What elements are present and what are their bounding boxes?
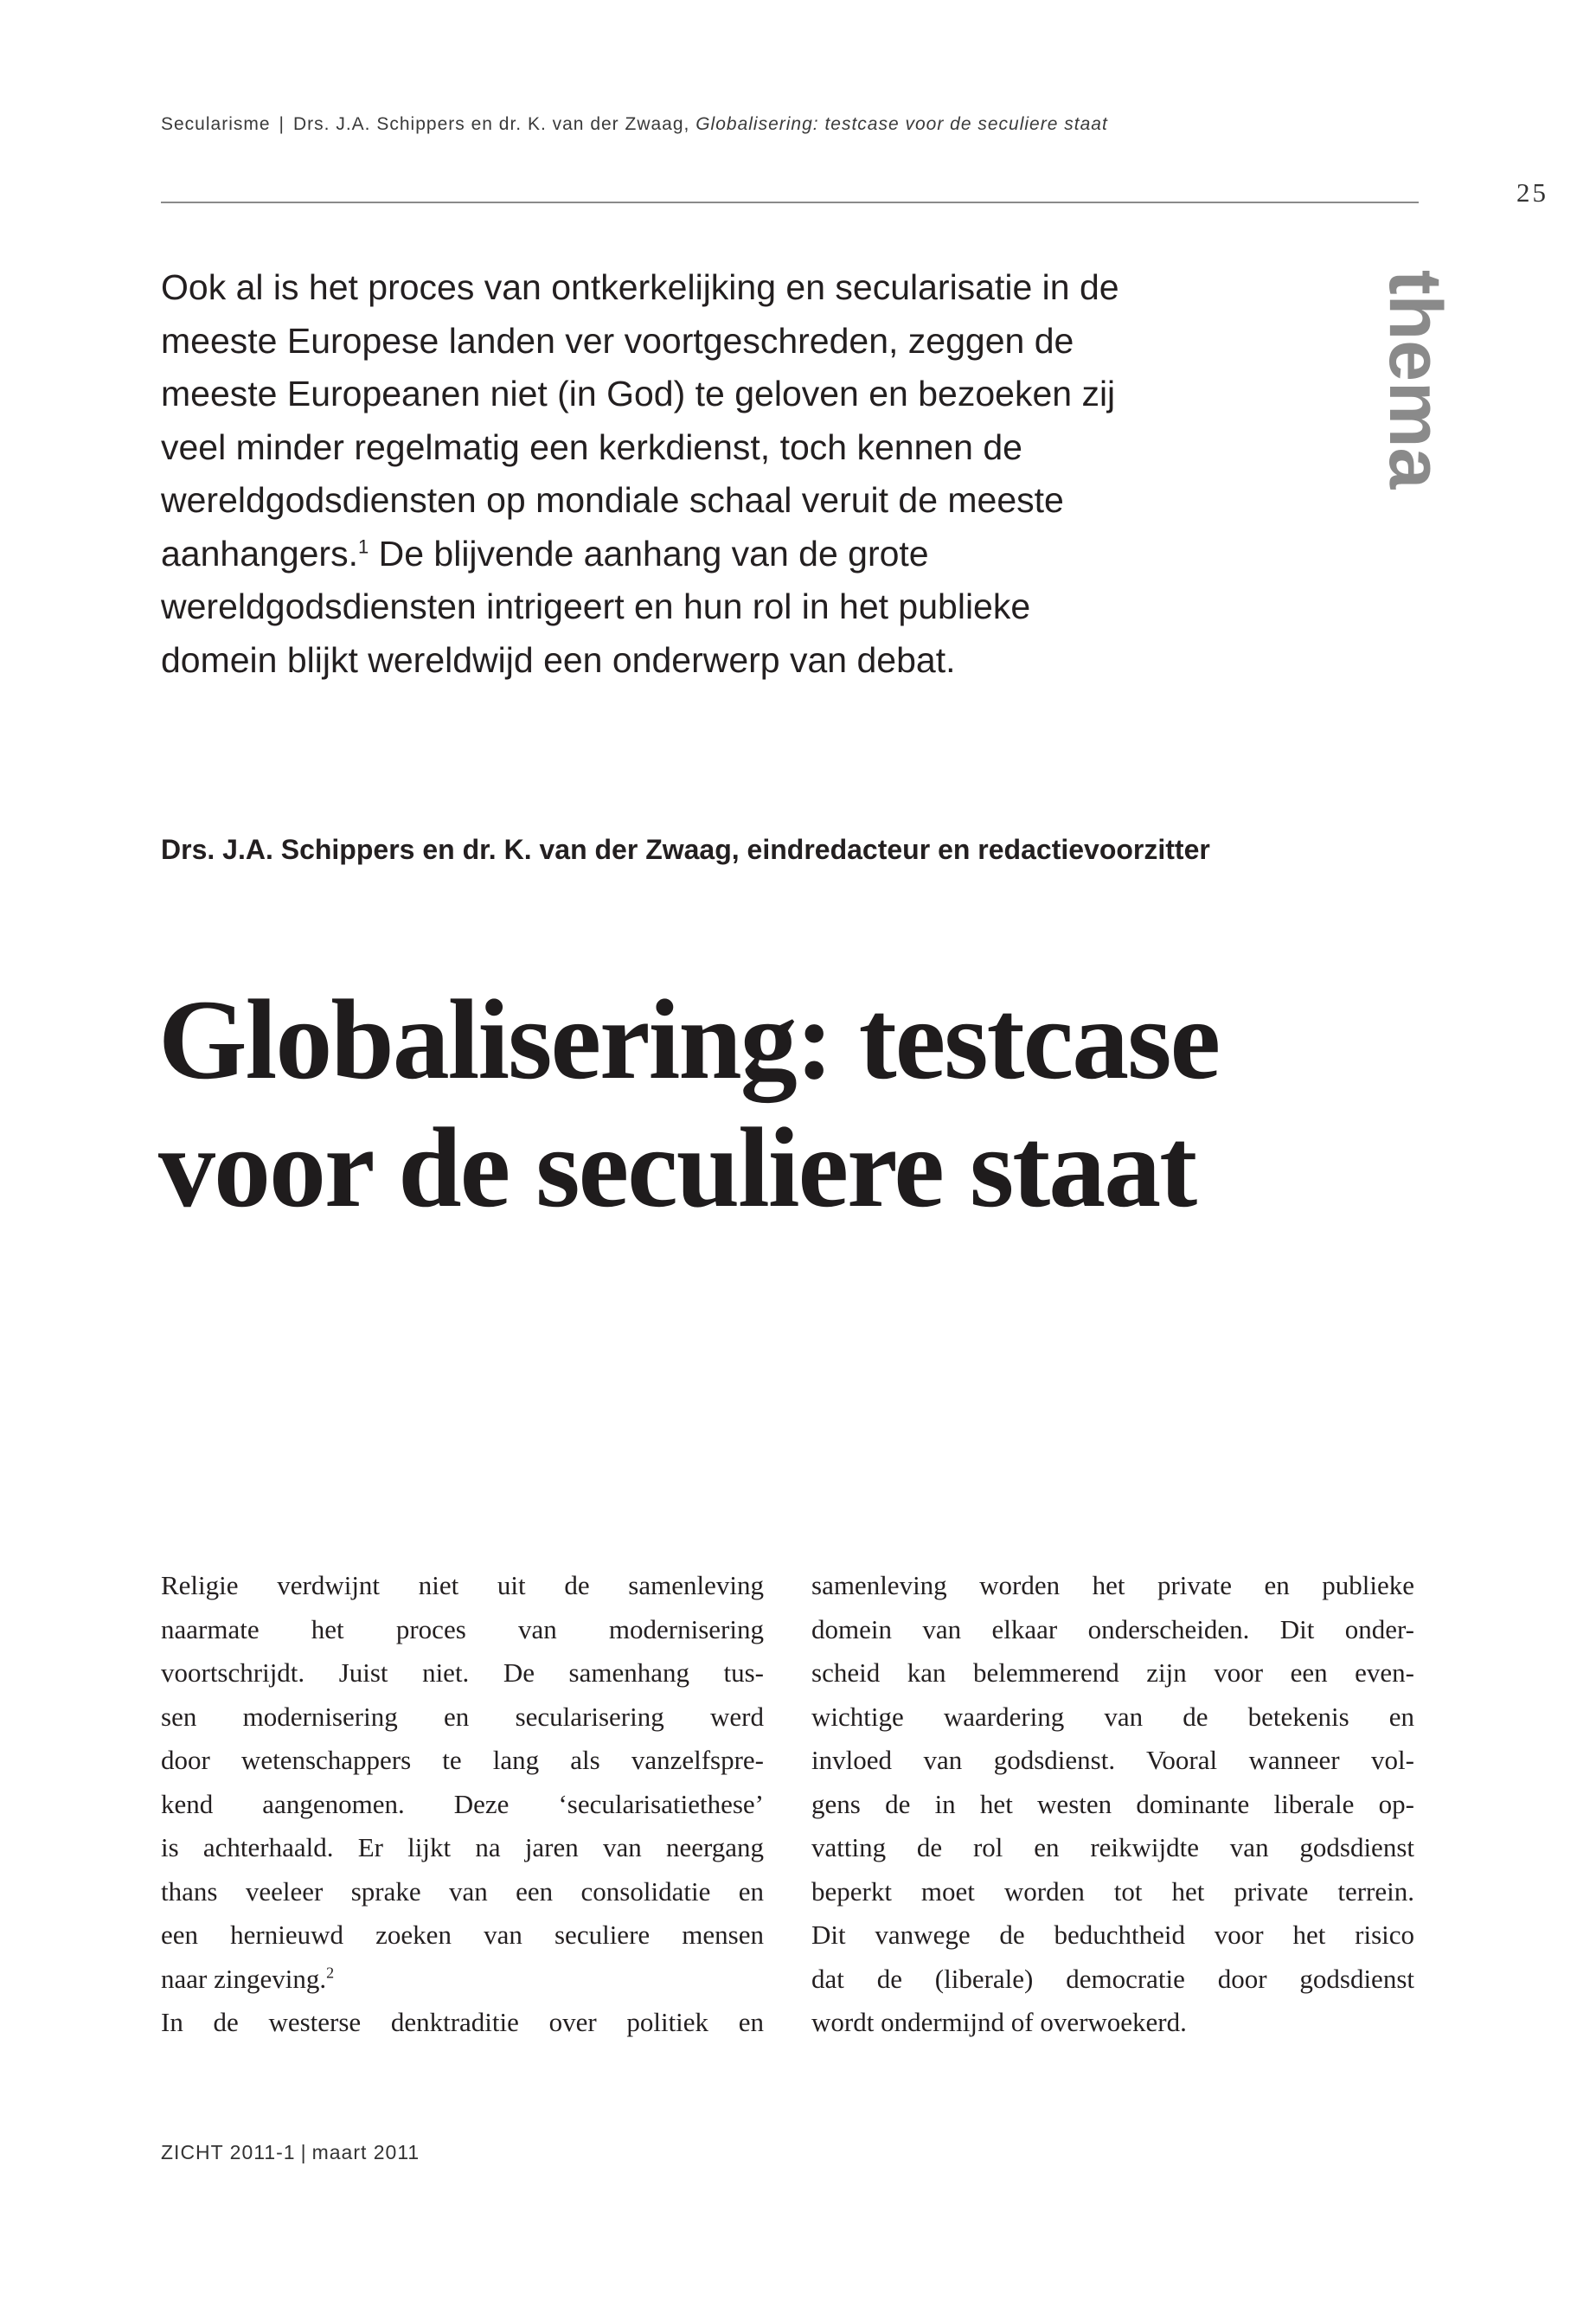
body-column-right bbox=[811, 1564, 1414, 2045]
lead-text: Ook al is het proces van ontkerkelijking en secularisatie in de meeste Europese landen ver voortgeschreden, zeggen de meeste Europeanen niet (in God) te geloven en bezoeken zij veel minder regelmatig een kerkdienst, toch kennen de wereldgodsdiensten op mondiale schaal veruit de meeste aanhangers. bbox=[161, 267, 1119, 574]
body-column-left bbox=[161, 1564, 764, 2045]
footer-journal: ZICHT 2011-1 bbox=[161, 2141, 296, 2163]
body-line-text: naar zingeving. bbox=[161, 1963, 327, 1994]
body-line: door wetenschappers te lang als vanzelfspre- bbox=[161, 1745, 764, 1775]
body-line: Dit vanwege de beduchtheid voor het risico bbox=[811, 1920, 1414, 1950]
body-line: thans veeleer sprake van een consolidatie en bbox=[161, 1875, 764, 1907]
body-line: wichtige waardering van de betekenis en bbox=[811, 1701, 1414, 1732]
body-line: Religie verdwijnt niet uit de samenleving bbox=[161, 1570, 764, 1600]
body-line: een hernieuwd zoeken van seculiere mensen bbox=[161, 1920, 764, 1950]
body-line: samenleving worden het private en publieke bbox=[811, 1570, 1414, 1600]
page-number: 25 bbox=[1516, 177, 1548, 208]
header-rule bbox=[161, 202, 1419, 203]
body-line: invloed van godsdienst. Vooral wanneer vol- bbox=[811, 1745, 1414, 1775]
header-article-title: Globalisering: testcase voor de seculiere staat bbox=[695, 114, 1108, 134]
byline: Drs. J.A. Schippers en dr. K. van der Zwaag, eindredacteur en redactievoorzitter bbox=[161, 834, 1210, 865]
body-line: scheid kan belemmerend zijn voor een even- bbox=[811, 1657, 1414, 1688]
page-footer bbox=[161, 2141, 766, 2164]
body-line: domein van elkaar onderscheiden. Dit onder- bbox=[811, 1613, 1414, 1644]
body-line: is achterhaald. Er lijkt na jaren van neergang bbox=[161, 1832, 764, 1862]
body-line: kend aangenomen. Deze ‘secularisatiethese’ bbox=[161, 1788, 764, 1819]
body-line bbox=[161, 1958, 764, 2002]
header-authors: Drs. J.A. Schippers en dr. K. van der Zwaag, bbox=[293, 114, 690, 134]
body-line: gens de in het westen dominante liberale op- bbox=[811, 1788, 1414, 1819]
header-separator: | bbox=[279, 114, 285, 134]
header-section: Secularisme bbox=[161, 114, 271, 134]
body-footnote-marker: 2 bbox=[326, 1964, 335, 1982]
body-line: beperkt moet worden tot het private terrein. bbox=[811, 1875, 1414, 1907]
body-line: dat de (liberale) democratie door godsdienst bbox=[811, 1963, 1414, 1994]
body-line: wordt ondermijnd of overwoekerd. bbox=[811, 2007, 1187, 2037]
body-line: In de westerse denktraditie over politiek en bbox=[161, 2007, 764, 2037]
body-line: vatting de rol en reikwijdte van godsdienst bbox=[811, 1832, 1414, 1862]
article-title-line-1: Globalisering: testcase bbox=[158, 976, 1220, 1103]
body-line: voortschrijdt. Juist niet. De samenhang tus- bbox=[161, 1657, 764, 1688]
lead-text-continued: De blijvende aanhang van de grote wereldgodsdiensten intrigeert en hun rol in het publieke domein blijkt wereldwijd een onderwerp van debat. bbox=[161, 533, 1031, 680]
lead-footnote-marker: 1 bbox=[357, 535, 369, 557]
body-line: sen modernisering en secularisering werd bbox=[161, 1701, 764, 1732]
footer-date: maart 2011 bbox=[311, 2141, 420, 2163]
running-header bbox=[161, 114, 1415, 135]
article-title-line-2: voor de seculiere staat bbox=[158, 1104, 1196, 1231]
thema-label: thema bbox=[1374, 270, 1457, 490]
footer-separator: | bbox=[300, 2141, 307, 2163]
lead-paragraph bbox=[161, 261, 1130, 687]
body-line: naarmate het proces van modernisering bbox=[161, 1613, 764, 1644]
article-title bbox=[158, 976, 1430, 1232]
